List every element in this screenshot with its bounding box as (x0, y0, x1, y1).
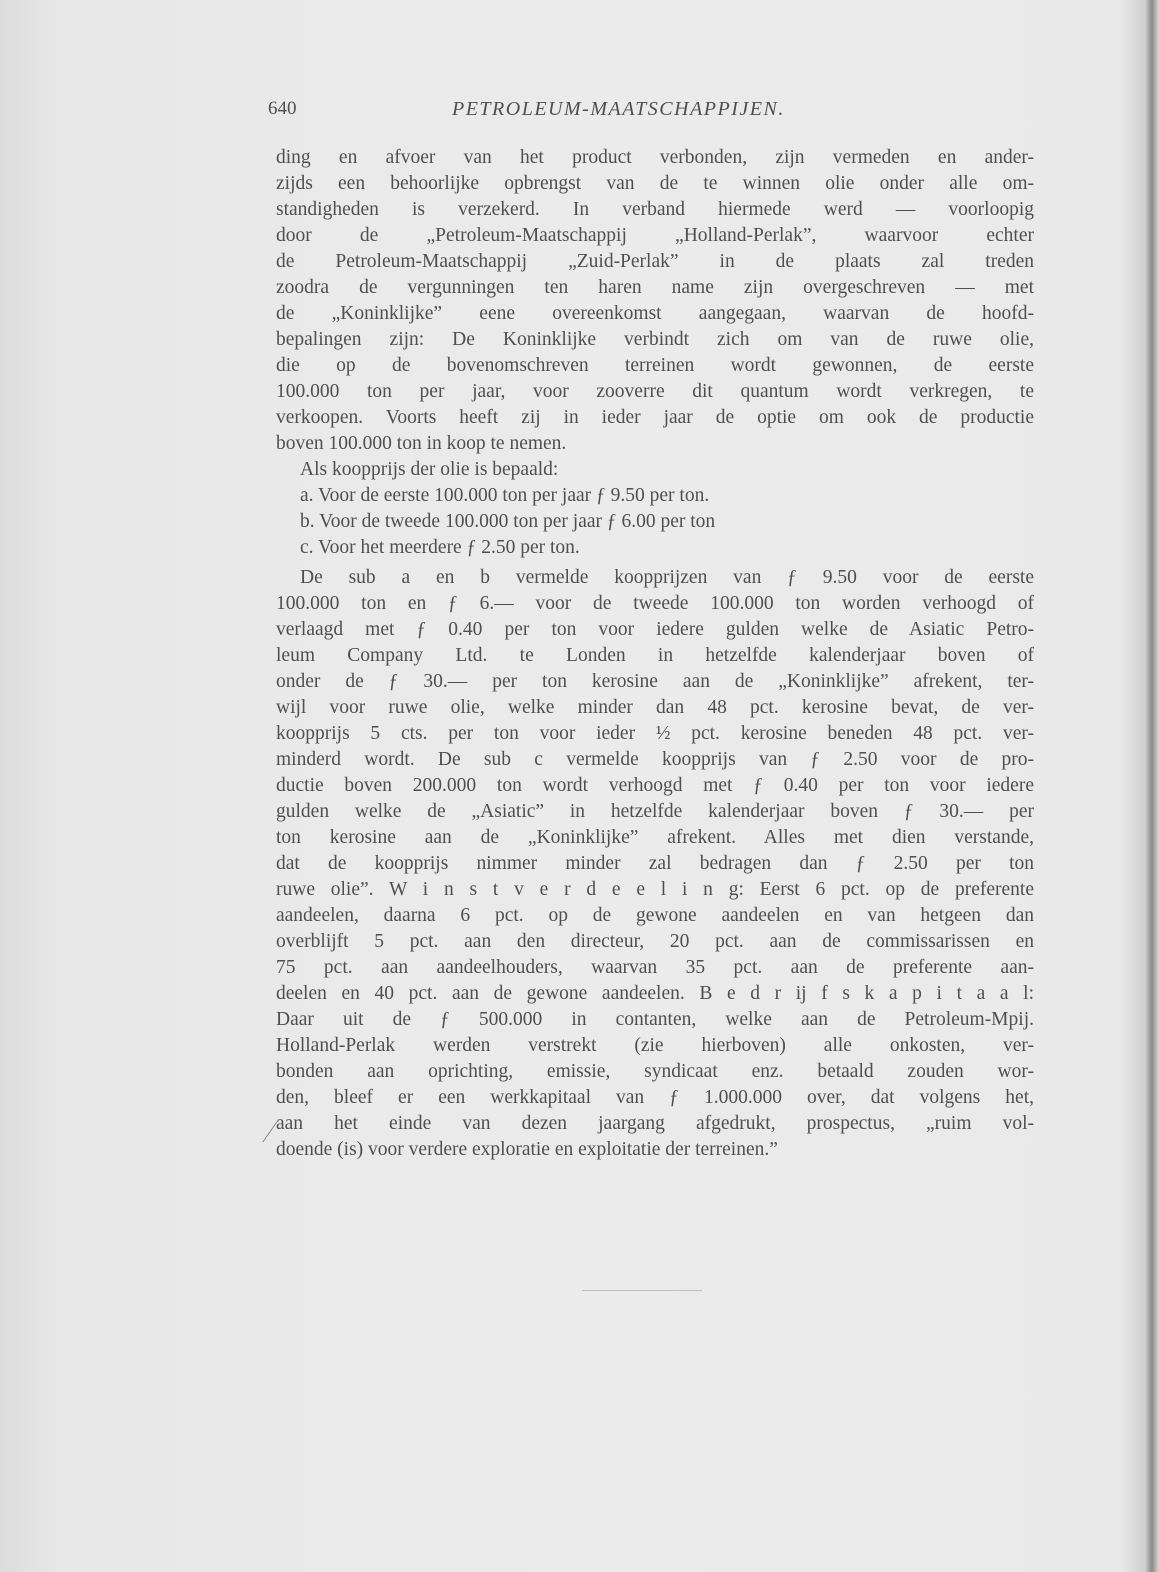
text-line: verkoopen. Voorts heeft zij in ieder jaar de optie om ook de productie (276, 407, 1034, 428)
text-line: Daar uit de ƒ 500.000 in contanten, welke aan de Petroleum-Mpij. (276, 1009, 1034, 1030)
text-line: deelen en 40 pct. aan de gewone aandeelen. B e d r ij f s k a p i t a a l: (276, 983, 1034, 1004)
text-line: overblijft 5 pct. aan den directeur, 20 pct. aan de commissarissen en (276, 931, 1034, 952)
body-text (276, 145, 1034, 1163)
text-line: door de „Petroleum-Maatschappij „Holland-Perlak”, waarvoor echter (276, 225, 1034, 246)
text-line: Holland-Perlak werden verstrekt (zie hierboven) alle onkosten, ver- (276, 1035, 1034, 1056)
text-line: aan het einde van dezen jaargang afgedrukt, prospectus, „ruim vol- (276, 1113, 1034, 1134)
text-line: doende (is) voor verdere exploratie en exploitatie der terreinen.” (276, 1139, 778, 1160)
text-line: gulden welke de „Asiatic” in hetzelfde kalenderjaar boven ƒ 30.— per (276, 801, 1034, 822)
text-line: die op de bovenomschreven terreinen wordt gewonnen, de eerste (276, 355, 1034, 376)
text-line: den, bleef er een werkkapitaal van ƒ 1.000.000 over, dat volgens het, (276, 1087, 1034, 1108)
text-line: standigheden is verzekerd. In verband hiermede werd — voorloopig (276, 199, 1034, 220)
text-line: minderd wordt. De sub c vermelde koopprijs van ƒ 2.50 voor de pro- (276, 749, 1034, 770)
text-line: wijl voor ruwe olie, welke minder dan 48 pct. kerosine bevat, de ver- (276, 697, 1034, 718)
text-line: koopprijs 5 cts. per ton voor ieder ½ pct. kerosine beneden 48 pct. ver- (276, 723, 1034, 744)
text-line: boven 100.000 ton in koop te nemen. (276, 433, 567, 454)
list-item-c: c. Voor het meerdere ƒ 2.50 per ton. (300, 537, 580, 558)
text-line: zoodra de vergunningen ten haren name zijn overgeschreven — met (276, 277, 1034, 298)
text-line: de Petroleum-Maatschappij „Zuid-Perlak” in de plaats zal treden (276, 251, 1034, 272)
text-line: 100.000 ton per jaar, voor zooverre dit quantum wordt verkregen, te (276, 381, 1034, 402)
text-line: ding en afvoer van het product verbonden, zijn vermeden en ander- (276, 147, 1034, 168)
text-line: onder de ƒ 30.— per ton kerosine aan de „Koninklijke” afrekent, ter- (276, 671, 1034, 692)
text-line: 100.000 ton en ƒ 6.— voor de tweede 100.000 ton worden verhoogd of (276, 593, 1034, 614)
section-divider (582, 1290, 702, 1291)
list-item-b: b. Voor de tweede 100.000 ton per jaar ƒ 6.00 per ton (300, 511, 716, 532)
text-line: ductie boven 200.000 ton wordt verhoogd met ƒ 0.40 per ton voor iedere (276, 775, 1034, 796)
running-title: PETROLEUM-MAATSCHAPPIJEN. (452, 98, 785, 120)
page-header (268, 98, 1038, 128)
list-item-a: a. Voor de eerste 100.000 ton per jaar ƒ 9.50 per ton. (300, 485, 710, 506)
text-line: zijds een behoorlijke opbrengst van de te winnen olie onder alle om- (276, 173, 1034, 194)
text-line: aandeelen, daarna 6 pct. op de gewone aandeelen en van hetgeen dan (276, 905, 1034, 926)
text-line: de „Koninklijke” eene overeenkomst aangegaan, waarvan de hoofd- (276, 303, 1034, 324)
text-line: 75 pct. aan aandeelhouders, waarvan 35 pct. aan de preferente aan- (276, 957, 1034, 978)
text-line: verlaagd met ƒ 0.40 per ton voor iedere gulden welke de Asiatic Petro- (276, 619, 1034, 640)
text-line: ruwe olie”. W i n s t v e r d e e l i n g: Eerst 6 pct. op de preferente (276, 879, 1034, 900)
text-line: bonden aan oprichting, emissie, syndicaat enz. betaald zouden wor- (276, 1061, 1034, 1082)
text-line: ton kerosine aan de „Koninklijke” afrekent. Alles met dien verstande, (276, 827, 1034, 848)
text-line: Als koopprijs der olie is bepaald: (300, 459, 559, 480)
page-number: 640 (268, 98, 297, 119)
text-line: bepalingen zijn: De Koninklijke verbindt zich om van de ruwe olie, (276, 329, 1034, 350)
text-line: leum Company Ltd. te Londen in hetzelfde kalenderjaar boven of (276, 645, 1034, 666)
text-line: De sub a en b vermelde koopprijzen van ƒ 9.50 voor de eerste (300, 567, 1034, 588)
text-line: dat de koopprijs nimmer minder zal bedragen dan ƒ 2.50 per ton (276, 853, 1034, 874)
